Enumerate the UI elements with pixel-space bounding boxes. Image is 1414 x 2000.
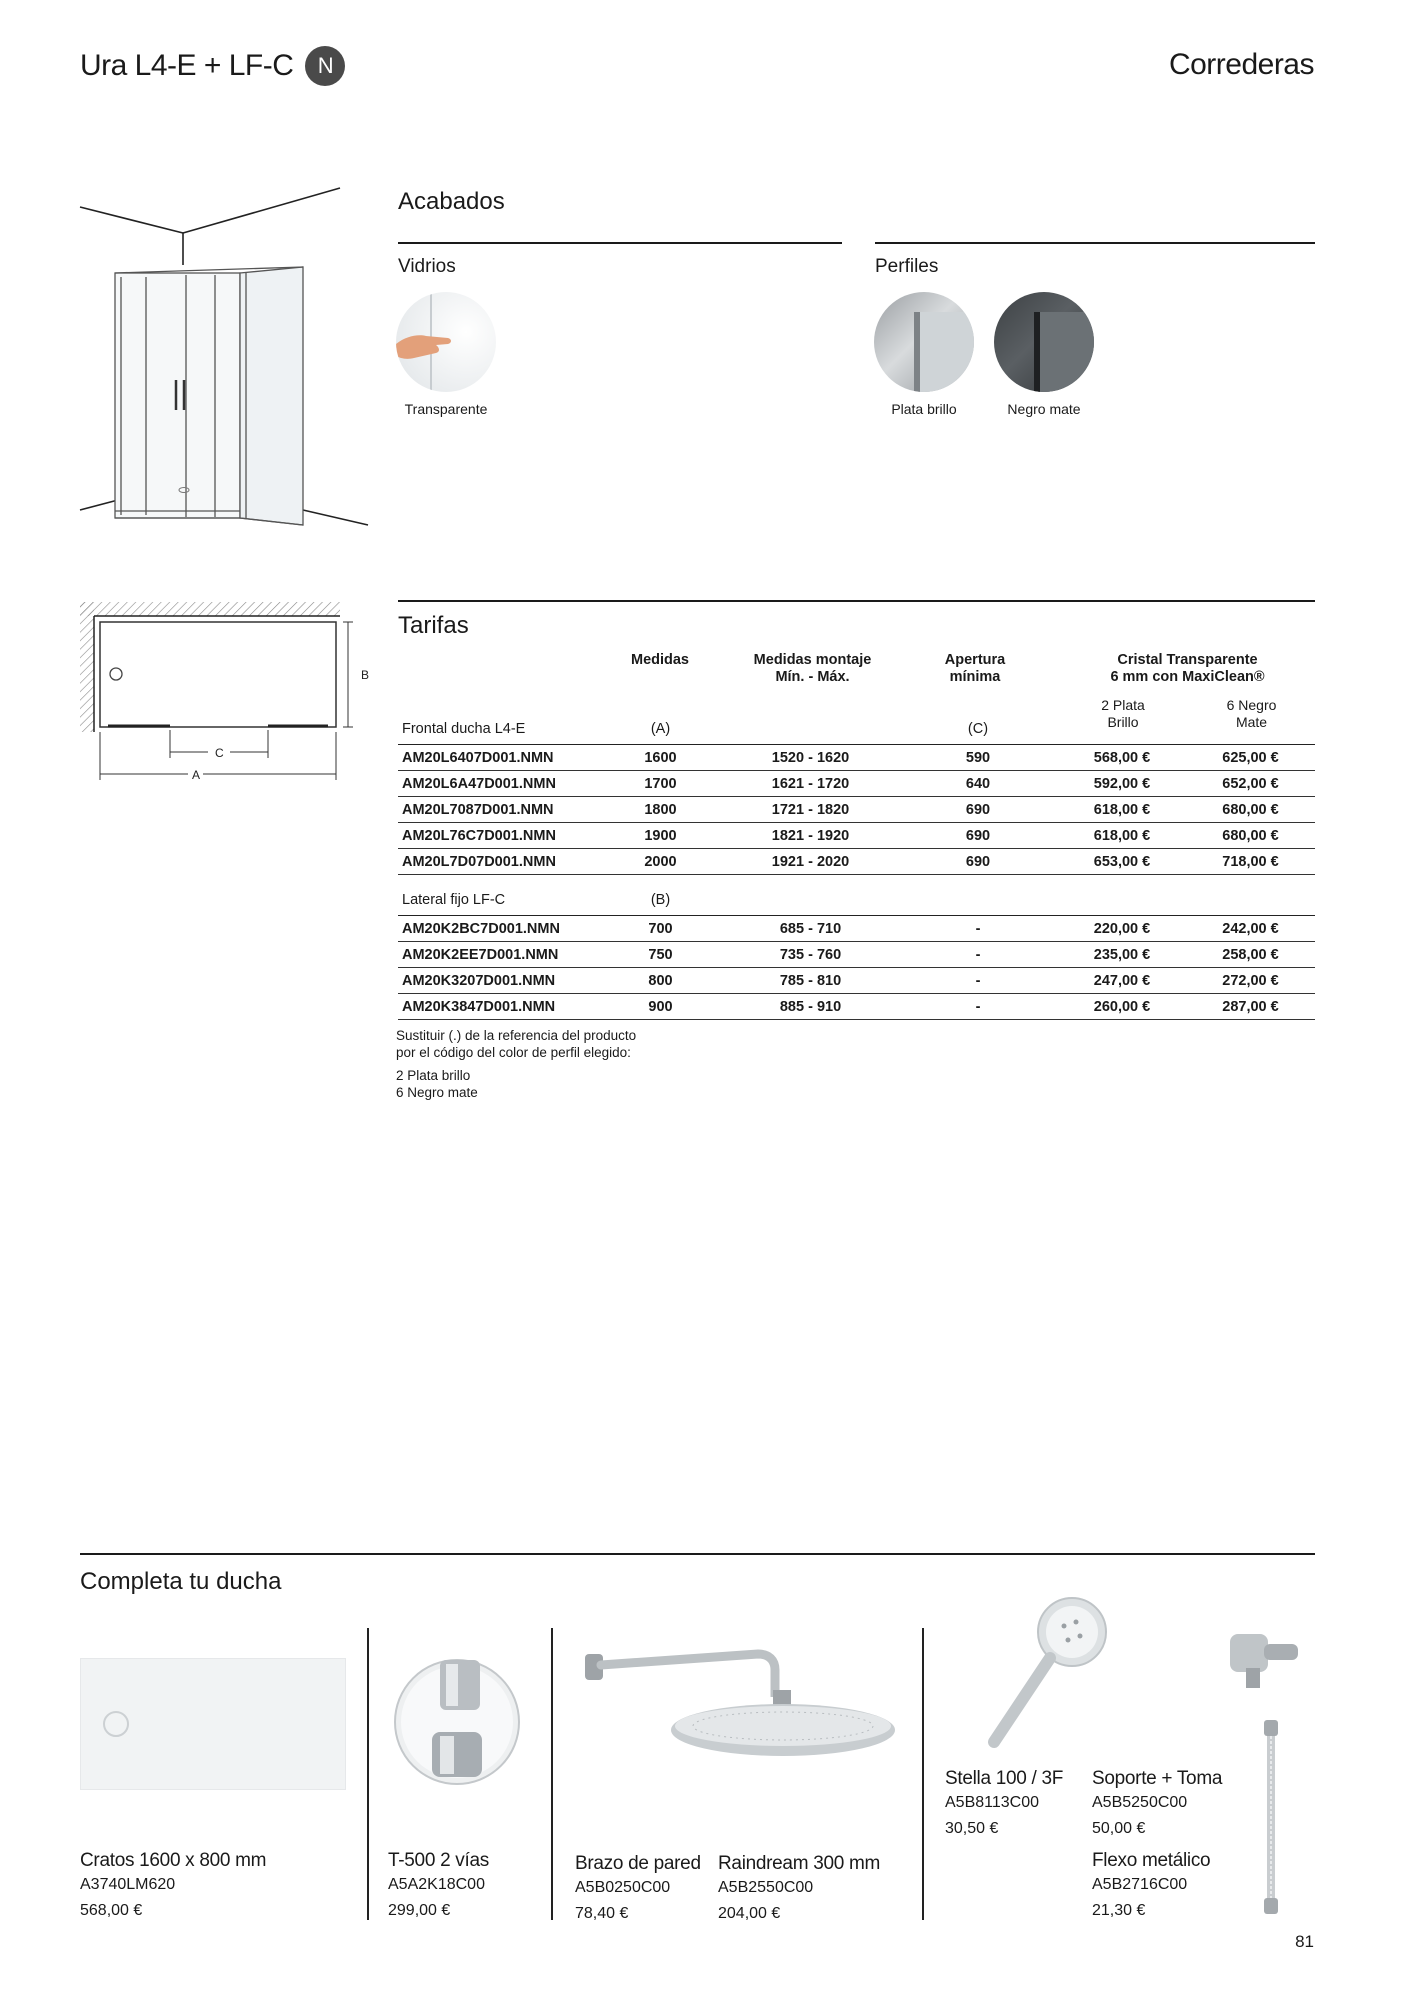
perfiles-label: Perfiles (875, 256, 939, 277)
product-code: A5B5250C00 (1092, 1794, 1188, 1811)
medida-cell: 1800 (598, 797, 723, 823)
header-medidas: Medidas (630, 652, 689, 668)
medida-cell: 700 (598, 916, 723, 942)
price-plata-cell: 247,00 € (1058, 968, 1186, 994)
wall-arm-image (583, 1632, 793, 1697)
apertura-cell: 590 (898, 745, 1058, 771)
reference-cell: AM20L7087D001.NMN (398, 797, 598, 823)
glass-transparente-swatch (396, 292, 496, 392)
plan-diagram (78, 600, 378, 790)
product-flexo (1092, 1850, 1210, 1920)
profile-negro-mate-swatch (994, 292, 1094, 392)
medida-cell: 800 (598, 968, 723, 994)
product-code: A5B8113C00 (945, 1794, 1039, 1811)
apertura-cell: 690 (898, 849, 1058, 875)
price-plata-cell: 220,00 € (1058, 916, 1186, 942)
table-spacer (398, 875, 1315, 886)
montaje-cell: 735 - 760 (723, 942, 898, 968)
table-group-row (398, 714, 1315, 745)
table-row (398, 916, 1315, 942)
reference-cell: AM20L76C7D001.NMN (398, 823, 598, 849)
product-price: 50,00 € (1092, 1820, 1146, 1837)
group-cell: (C) (898, 714, 1058, 745)
montaje-cell: 1621 - 1720 (723, 771, 898, 797)
dim-label-c: C (215, 746, 224, 760)
reference-cell: AM20K2EE7D001.NMN (398, 942, 598, 968)
price-plata-cell: 568,00 € (1058, 745, 1186, 771)
group-cell (723, 885, 898, 916)
product-stella (945, 1768, 1063, 1838)
price-plata-cell: 592,00 € (1058, 771, 1186, 797)
montaje-cell: 685 - 710 (723, 916, 898, 942)
page-number: 81 (1295, 1932, 1314, 1951)
price-negro-cell: 652,00 € (1186, 771, 1315, 797)
medida-cell: 750 (598, 942, 723, 968)
montaje-cell: 1721 - 1820 (723, 797, 898, 823)
product-raindream (718, 1853, 880, 1923)
price-plata-cell: 235,00 € (1058, 942, 1186, 968)
group-cell (1058, 885, 1186, 916)
category-title: Correderas (1168, 48, 1314, 81)
group-label: Lateral fijo LF-C (398, 885, 598, 916)
product-name: Stella 100 / 3F (945, 1768, 1064, 1789)
product-code: A5A2K18C00 (388, 1876, 485, 1893)
medida-cell: 1700 (598, 771, 723, 797)
divider (875, 242, 1315, 244)
product-price: 78,40 € (575, 1905, 629, 1922)
price-plata-cell: 618,00 € (1058, 797, 1186, 823)
reference-cell: AM20L6A47D001.NMN (398, 771, 598, 797)
product-code: A5B2550C00 (718, 1879, 814, 1896)
table-row (398, 823, 1315, 849)
hand-icon (396, 292, 496, 392)
rain-shower-image (668, 1690, 898, 1765)
price-table (398, 714, 1315, 1020)
table-row (398, 994, 1315, 1020)
tarifas-title: Tarifas (398, 612, 469, 639)
product-code: A5B0250C00 (575, 1879, 671, 1896)
divider (922, 1628, 924, 1920)
product-cratos (80, 1850, 266, 1920)
hand-shower-image (972, 1592, 1112, 1752)
price-negro-cell: 625,00 € (1186, 745, 1315, 771)
product-brazo (575, 1853, 701, 1923)
montaje-cell: 785 - 810 (723, 968, 898, 994)
acabados-title: Acabados (398, 188, 505, 215)
product-code: A3740LM620 (80, 1876, 176, 1893)
table-row (398, 968, 1315, 994)
reference-cell: AM20L6407D001.NMN (398, 745, 598, 771)
dim-label-b: B (361, 668, 370, 682)
page-title: Ura L4-E + LF-C (80, 49, 294, 82)
page-title-block (80, 46, 345, 86)
apertura-cell: 640 (898, 771, 1058, 797)
header-negro-mate: 6 Negro Mate (1226, 697, 1277, 730)
vidrios-label: Vidrios (398, 256, 456, 277)
apertura-cell: - (898, 968, 1058, 994)
table-row (398, 849, 1315, 875)
product-price: 21,30 € (1092, 1902, 1146, 1919)
product-price: 568,00 € (80, 1902, 143, 1919)
divider (80, 1553, 1315, 1555)
product-name: Cratos 1600 x 800 mm (80, 1850, 267, 1871)
thermostat-image (392, 1650, 527, 1795)
divider (398, 600, 1315, 602)
price-plata-cell: 260,00 € (1058, 994, 1186, 1020)
group-cell: (B) (598, 885, 723, 916)
price-negro-cell: 272,00 € (1186, 968, 1315, 994)
group-cell (1058, 714, 1186, 745)
header-montaje: Medidas montaje Mín. - Máx. (753, 652, 872, 685)
apertura-cell: 690 (898, 823, 1058, 849)
dim-label-a: A (192, 768, 201, 782)
reference-note: Sustituir (.) de la referencia del producto por el código del color de perfil elegido: 2 Plata brillo 6 Negro mate (396, 1028, 637, 1100)
price-plata-cell: 653,00 € (1058, 849, 1186, 875)
table-row (398, 771, 1315, 797)
price-negro-cell: 680,00 € (1186, 823, 1315, 849)
header-apertura: Apertura mínima (944, 652, 1006, 685)
group-cell (898, 885, 1058, 916)
header-plata-brillo: 2 Plata Brillo (1101, 697, 1145, 730)
wall-support-image (1228, 1622, 1308, 1692)
montaje-cell: 1921 - 2020 (723, 849, 898, 875)
table-row (398, 942, 1315, 968)
price-negro-cell: 287,00 € (1186, 994, 1315, 1020)
product-name: Raindream 300 mm (718, 1853, 881, 1874)
product-t500 (388, 1850, 489, 1920)
apertura-cell: - (898, 942, 1058, 968)
apertura-cell: - (898, 994, 1058, 1020)
montaje-cell: 885 - 910 (723, 994, 898, 1020)
swatch-label-transparente: Transparente (404, 401, 488, 417)
reference-cell: AM20K3207D001.NMN (398, 968, 598, 994)
product-price: 30,50 € (945, 1820, 999, 1837)
product-price: 204,00 € (718, 1905, 781, 1922)
reference-cell: AM20K3847D001.NMN (398, 994, 598, 1020)
group-cell (1186, 714, 1315, 745)
divider (551, 1628, 553, 1920)
group-cell (723, 714, 898, 745)
shower-tray-image (80, 1658, 346, 1790)
divider (367, 1628, 369, 1920)
medida-cell: 1600 (598, 745, 723, 771)
header-cristal: Cristal Transparente 6 mm con MaxiClean® (1110, 652, 1265, 685)
product-soporte (1092, 1768, 1222, 1838)
product-name: Brazo de pared (575, 1853, 701, 1874)
montaje-cell: 1520 - 1620 (723, 745, 898, 771)
profile-plata-brillo-swatch (874, 292, 974, 392)
group-cell: (A) (598, 714, 723, 745)
swatch-label-plata-brillo: Plata brillo (891, 401, 957, 417)
product-price: 299,00 € (388, 1902, 451, 1919)
flexible-hose-image (1256, 1718, 1286, 1918)
table-row (398, 745, 1315, 771)
medida-cell: 900 (598, 994, 723, 1020)
divider (398, 242, 842, 244)
price-negro-cell: 680,00 € (1186, 797, 1315, 823)
drain-icon (103, 1711, 129, 1737)
price-plata-cell: 618,00 € (1058, 823, 1186, 849)
price-negro-cell: 258,00 € (1186, 942, 1315, 968)
reference-cell: AM20K2BC7D001.NMN (398, 916, 598, 942)
price-negro-cell: 242,00 € (1186, 916, 1315, 942)
reference-cell: AM20L7D07D001.NMN (398, 849, 598, 875)
table-group-row (398, 885, 1315, 916)
completa-title: Completa tu ducha (80, 1568, 282, 1595)
new-badge: N (305, 46, 345, 86)
montaje-cell: 1821 - 1920 (723, 823, 898, 849)
medida-cell: 2000 (598, 849, 723, 875)
group-label: Frontal ducha L4-E (398, 714, 598, 745)
product-name: Soporte + Toma (1092, 1768, 1223, 1789)
product-name: T-500 2 vías (388, 1850, 489, 1871)
product-code: A5B2716C00 (1092, 1876, 1188, 1893)
swatch-label-negro-mate: Negro mate (1007, 401, 1081, 417)
product-name: Flexo metálico (1092, 1850, 1211, 1871)
price-negro-cell: 718,00 € (1186, 849, 1315, 875)
table-row (398, 797, 1315, 823)
apertura-cell: 690 (898, 797, 1058, 823)
apertura-cell: - (898, 916, 1058, 942)
shower-enclosure-illustration (78, 185, 378, 535)
group-cell (1186, 885, 1315, 916)
medida-cell: 1900 (598, 823, 723, 849)
